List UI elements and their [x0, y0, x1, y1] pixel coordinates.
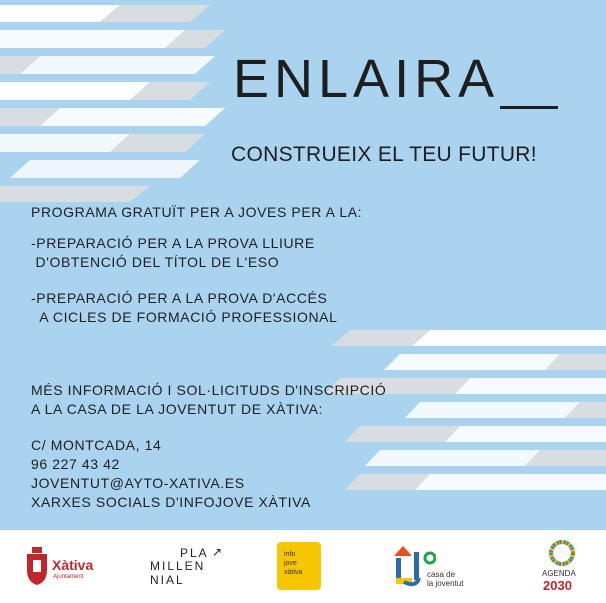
infojove-line-1: info — [284, 551, 296, 558]
infojove-line-2: jove — [284, 560, 297, 567]
xativa-logo — [20, 544, 110, 592]
infojove-line-3: xàtiva — [284, 569, 303, 576]
pla-text: PLA — [180, 546, 209, 560]
address: C/ MONTCADA, 14 — [31, 437, 162, 453]
intro-text: PROGRAMA GRATUÏT PER A JOVES PER A LA: — [31, 204, 363, 220]
arrow-icon: ↗ — [212, 545, 223, 559]
agenda-text: AGENDA — [542, 569, 576, 578]
program-item-cicles: -PREPARACIÓ PER A LA PROVA D'ACCÉS A CICLES DE FORMACIÓ PROFESSIONAL — [31, 290, 338, 325]
millen-text: MILLEN — [150, 559, 206, 573]
casa-line-1: casa de — [427, 570, 456, 579]
info-text: MÉS INFORMACIÓ I SOL·LICITUDS D'INSCRIPCIÓ A LA CASA DE LA JOVENTUT DE XÀTIVA: — [31, 382, 387, 417]
xativa-subtext: Ajuntament — [53, 574, 84, 580]
nial-text: NIAL — [150, 573, 185, 587]
title-underline — [500, 106, 558, 109]
shield-icon — [24, 546, 50, 586]
subtitle: CONSTRUEIX EL TEU FUTUR! — [231, 143, 537, 166]
pla-millennial-logo — [150, 546, 230, 590]
casa-joventut-logo — [392, 542, 482, 592]
email: JOVENTUT@AYTO-XATIVA.ES — [31, 475, 245, 491]
agenda-year: 2030 — [543, 578, 572, 593]
agenda-2030-logo — [540, 540, 584, 598]
infojove-logo — [277, 542, 321, 590]
phone: 96 227 43 42 — [31, 456, 120, 472]
page-title: ENLAIRA — [233, 49, 500, 109]
xativa-text: Xàtiva — [52, 557, 94, 573]
sdg-wheel-icon — [549, 540, 575, 566]
social-networks: XARXES SOCIALS D'INFOJOVE XÀTIVA — [31, 494, 311, 510]
sponsor-logos-bar — [0, 530, 606, 603]
casa-line-2: la joventut — [427, 579, 464, 588]
program-item-eso: -PREPARACIÓ PER A LA PROVA LLIURE D'OBTENCIÓ DEL TÍTOL DE L'ESO — [31, 235, 315, 270]
